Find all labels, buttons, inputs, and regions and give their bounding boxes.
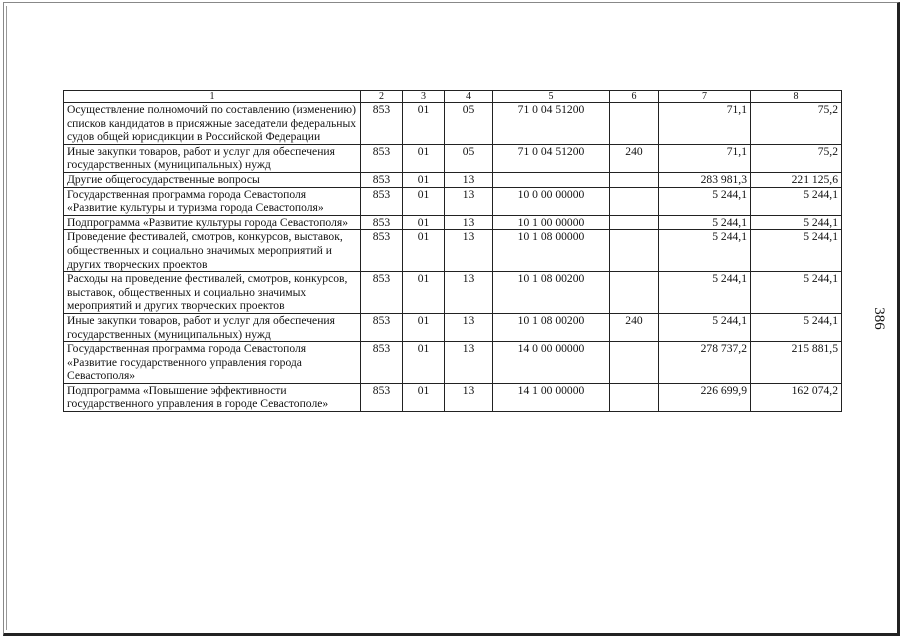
table-row	[64, 230, 842, 272]
cell-expense-type	[610, 215, 659, 230]
table-row	[64, 144, 842, 172]
table-row	[64, 215, 842, 230]
cell-ministry-code: 853	[361, 272, 403, 314]
cell-section-code: 01	[403, 215, 445, 230]
cell-subsection-code: 05	[445, 144, 493, 172]
column-header: 1	[64, 91, 361, 103]
cell-expense-type	[610, 187, 659, 215]
cell-amount-year1: 283 981,3	[659, 172, 751, 187]
column-header: 8	[751, 91, 842, 103]
cell-ministry-code: 853	[361, 313, 403, 341]
cell-ministry-code: 853	[361, 187, 403, 215]
cell-expense-type: 240	[610, 313, 659, 341]
cell-amount-year2: 5 244,1	[751, 187, 842, 215]
column-header: 7	[659, 91, 751, 103]
cell-target-article: 71 0 04 51200	[493, 144, 610, 172]
cell-target-article: 10 1 00 00000	[493, 215, 610, 230]
cell-section-code: 01	[403, 172, 445, 187]
cell-expense-type	[610, 172, 659, 187]
table-row	[64, 187, 842, 215]
cell-section-code: 01	[403, 230, 445, 272]
cell-amount-year2: 75,2	[751, 144, 842, 172]
cell-amount-year1: 5 244,1	[659, 230, 751, 272]
cell-amount-year1: 278 737,2	[659, 342, 751, 384]
cell-amount-year2: 5 244,1	[751, 272, 842, 314]
cell-amount-year2: 5 244,1	[751, 215, 842, 230]
column-header: 4	[445, 91, 493, 103]
cell-target-article: 10 1 08 00000	[493, 230, 610, 272]
cell-subsection-code: 05	[445, 103, 493, 145]
cell-expense-type	[610, 272, 659, 314]
cell-ministry-code: 853	[361, 172, 403, 187]
cell-section-code: 01	[403, 313, 445, 341]
cell-amount-year1: 226 699,9	[659, 383, 751, 411]
table-row	[64, 342, 842, 384]
cell-target-article: 14 0 00 00000	[493, 342, 610, 384]
cell-amount-year2: 5 244,1	[751, 230, 842, 272]
cell-amount-year2: 162 074,2	[751, 383, 842, 411]
cell-subsection-code: 13	[445, 313, 493, 341]
cell-section-code: 01	[403, 272, 445, 314]
cell-target-article	[493, 172, 610, 187]
cell-subsection-code: 13	[445, 172, 493, 187]
column-header: 2	[361, 91, 403, 103]
cell-subsection-code: 13	[445, 230, 493, 272]
cell-amount-year2: 5 244,1	[751, 313, 842, 341]
cell-target-article: 10 0 00 00000	[493, 187, 610, 215]
cell-expense-type	[610, 342, 659, 384]
cell-subsection-code: 13	[445, 272, 493, 314]
column-header: 5	[493, 91, 610, 103]
cell-amount-year1: 5 244,1	[659, 313, 751, 341]
cell-subsection-code: 13	[445, 383, 493, 411]
cell-subsection-code: 13	[445, 187, 493, 215]
cell-expense-type: 240	[610, 144, 659, 172]
cell-ministry-code: 853	[361, 383, 403, 411]
page-number: 386	[870, 307, 887, 330]
row-description: Иные закупки товаров, работ и услуг для обеспечения государственных (муниципальных) нужд	[64, 313, 361, 341]
cell-ministry-code: 853	[361, 103, 403, 145]
cell-target-article: 10 1 08 00200	[493, 313, 610, 341]
table-row	[64, 172, 842, 187]
table-row	[64, 313, 842, 341]
row-description: Подпрограмма «Повышение эффективности государственного управления в городе Севастополе»	[64, 383, 361, 411]
cell-ministry-code: 853	[361, 215, 403, 230]
row-description: Подпрограмма «Развитие культуры города Севастополя»	[64, 215, 361, 230]
cell-expense-type	[610, 103, 659, 145]
cell-section-code: 01	[403, 144, 445, 172]
cell-amount-year2: 221 125,6	[751, 172, 842, 187]
cell-subsection-code: 13	[445, 215, 493, 230]
row-description: Расходы на проведение фестивалей, смотров, конкурсов, выставок, общественных и социально значимых мероприятий и других творческих проектов	[64, 272, 361, 314]
table-header-row	[64, 91, 842, 103]
row-description: Государственная программа города Севастополя «Развитие государственного управления города Севастополя»	[64, 342, 361, 384]
cell-section-code: 01	[403, 187, 445, 215]
cell-section-code: 01	[403, 383, 445, 411]
budget-table	[63, 90, 842, 412]
table-row	[64, 383, 842, 411]
scan-edge-line	[6, 6, 7, 630]
cell-section-code: 01	[403, 103, 445, 145]
cell-ministry-code: 853	[361, 144, 403, 172]
row-description: Государственная программа города Севастополя «Развитие культуры и туризма города Севастополя»	[64, 187, 361, 215]
row-description: Другие общегосударственные вопросы	[64, 172, 361, 187]
table-row	[64, 272, 842, 314]
cell-section-code: 01	[403, 342, 445, 384]
cell-expense-type	[610, 383, 659, 411]
cell-amount-year1: 71,1	[659, 103, 751, 145]
column-header: 3	[403, 91, 445, 103]
cell-amount-year1: 5 244,1	[659, 215, 751, 230]
cell-amount-year1: 71,1	[659, 144, 751, 172]
cell-ministry-code: 853	[361, 342, 403, 384]
cell-target-article: 10 1 08 00200	[493, 272, 610, 314]
column-header: 6	[610, 91, 659, 103]
row-description: Проведение фестивалей, смотров, конкурсов, выставок, общественных и социально значимых мероприятий и других творческих проектов	[64, 230, 361, 272]
cell-amount-year2: 215 881,5	[751, 342, 842, 384]
cell-amount-year1: 5 244,1	[659, 272, 751, 314]
cell-ministry-code: 853	[361, 230, 403, 272]
row-description: Осуществление полномочий по составлению (изменению) списков кандидатов в присяжные заседатели федеральных судов общей юрисдикции в Российской Федерации	[64, 103, 361, 145]
cell-amount-year2: 75,2	[751, 103, 842, 145]
cell-target-article: 14 1 00 00000	[493, 383, 610, 411]
cell-expense-type	[610, 230, 659, 272]
row-description: Иные закупки товаров, работ и услуг для обеспечения государственных (муниципальных) нужд	[64, 144, 361, 172]
table-row	[64, 103, 842, 145]
cell-subsection-code: 13	[445, 342, 493, 384]
cell-amount-year1: 5 244,1	[659, 187, 751, 215]
cell-target-article: 71 0 04 51200	[493, 103, 610, 145]
